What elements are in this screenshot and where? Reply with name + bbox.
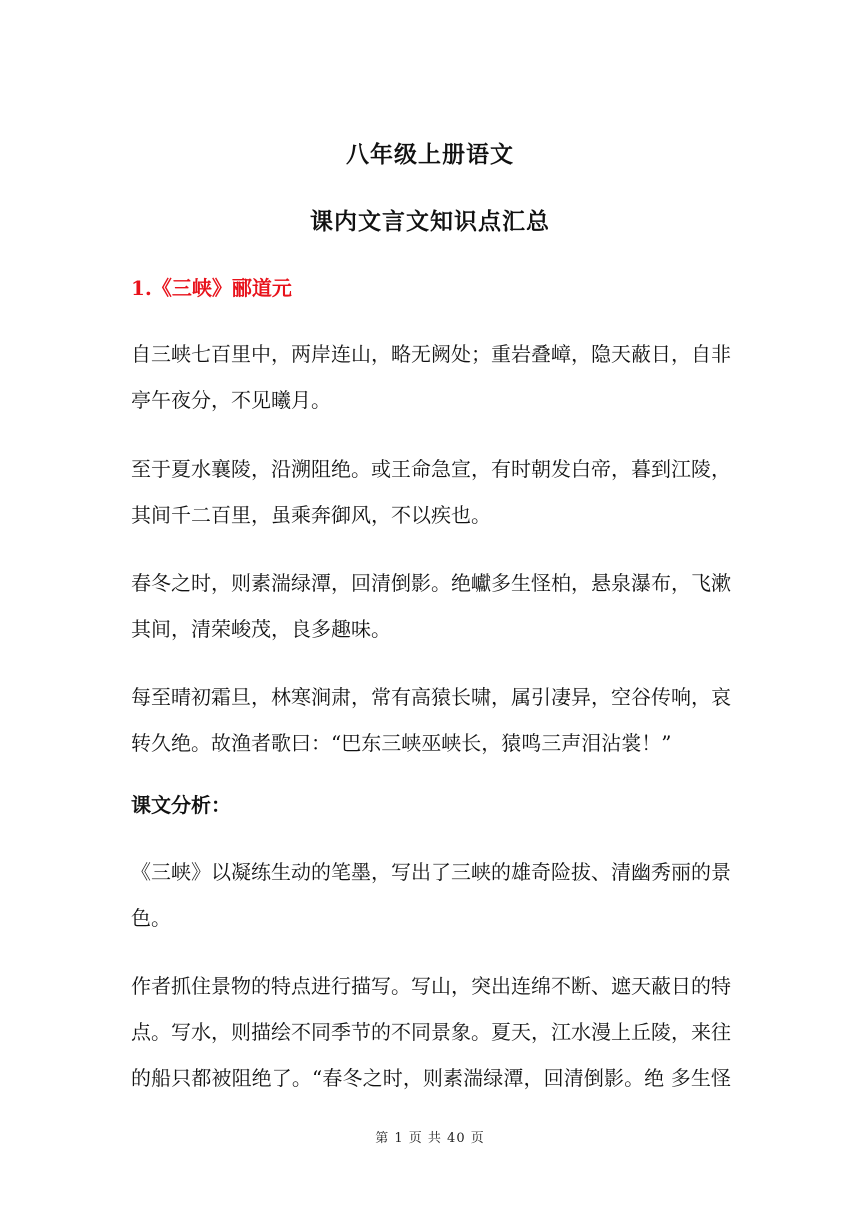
paragraph-line: 其间千二百里，虽乘奔御风，不以疾也。 bbox=[131, 503, 491, 527]
paragraph-line: 春冬之时，则素湍绿潭，回清倒影。绝巘多生怪柏，悬泉瀑布，飞漱 bbox=[131, 571, 731, 595]
text-paragraph bbox=[131, 674, 731, 766]
paragraph-line: 《三峡》以凝练生动的笔墨，写出了三峡的雄奇险拔、清幽秀丽的景 bbox=[131, 860, 731, 884]
paragraph-line: 作者抓住景物的特点进行描写。写山，突出连绵不断、遮天蔽日的特 bbox=[131, 974, 731, 998]
paragraph-line: 自三峡七百里中，两岸连山，略无阙处；重岩叠嶂，隐天蔽日，自非 bbox=[131, 342, 731, 366]
analysis-paragraph bbox=[131, 849, 731, 941]
section-heading: 1.《三峡》郦道元 bbox=[131, 276, 292, 300]
text-paragraph bbox=[131, 446, 731, 538]
paragraph-line: 每至晴初霜旦，林寒涧肃，常有高猿长啸，属引凄异，空谷传响，哀 bbox=[131, 685, 731, 709]
analysis-heading: 课文分析： bbox=[131, 793, 231, 817]
paragraph-line: 的船只都被阻绝了。“春冬之时，则素湍绿潭，回清倒影。绝 多生怪 bbox=[131, 1066, 731, 1090]
paragraph-line: 点。写水，则描绘不同季节的不同景象。夏天，江水漫上丘陵，来往 bbox=[131, 1020, 731, 1044]
document-subtitle: 课内文言文知识点汇总 bbox=[310, 208, 550, 235]
analysis-paragraph bbox=[131, 963, 731, 1101]
text-paragraph bbox=[131, 560, 731, 652]
paragraph-line: 至于夏水襄陵，沿溯阻绝。或王命急宣，有时朝发白帝，暮到江陵， bbox=[131, 457, 731, 481]
paragraph-line: 其间，清荣峻茂，良多趣味。 bbox=[131, 617, 391, 641]
document-title: 八年级上册语文 bbox=[346, 141, 514, 168]
page-footer: 第 1 页 共 40 页 bbox=[375, 1131, 485, 1146]
paragraph-line: 亭午夜分，不见曦月。 bbox=[131, 388, 331, 412]
text-paragraph bbox=[131, 331, 731, 423]
paragraph-line: 转久绝。故渔者歌曰：“巴东三峡巫峡长，猿鸣三声泪沾裳！” bbox=[131, 731, 672, 755]
paragraph-line: 色。 bbox=[131, 906, 171, 930]
